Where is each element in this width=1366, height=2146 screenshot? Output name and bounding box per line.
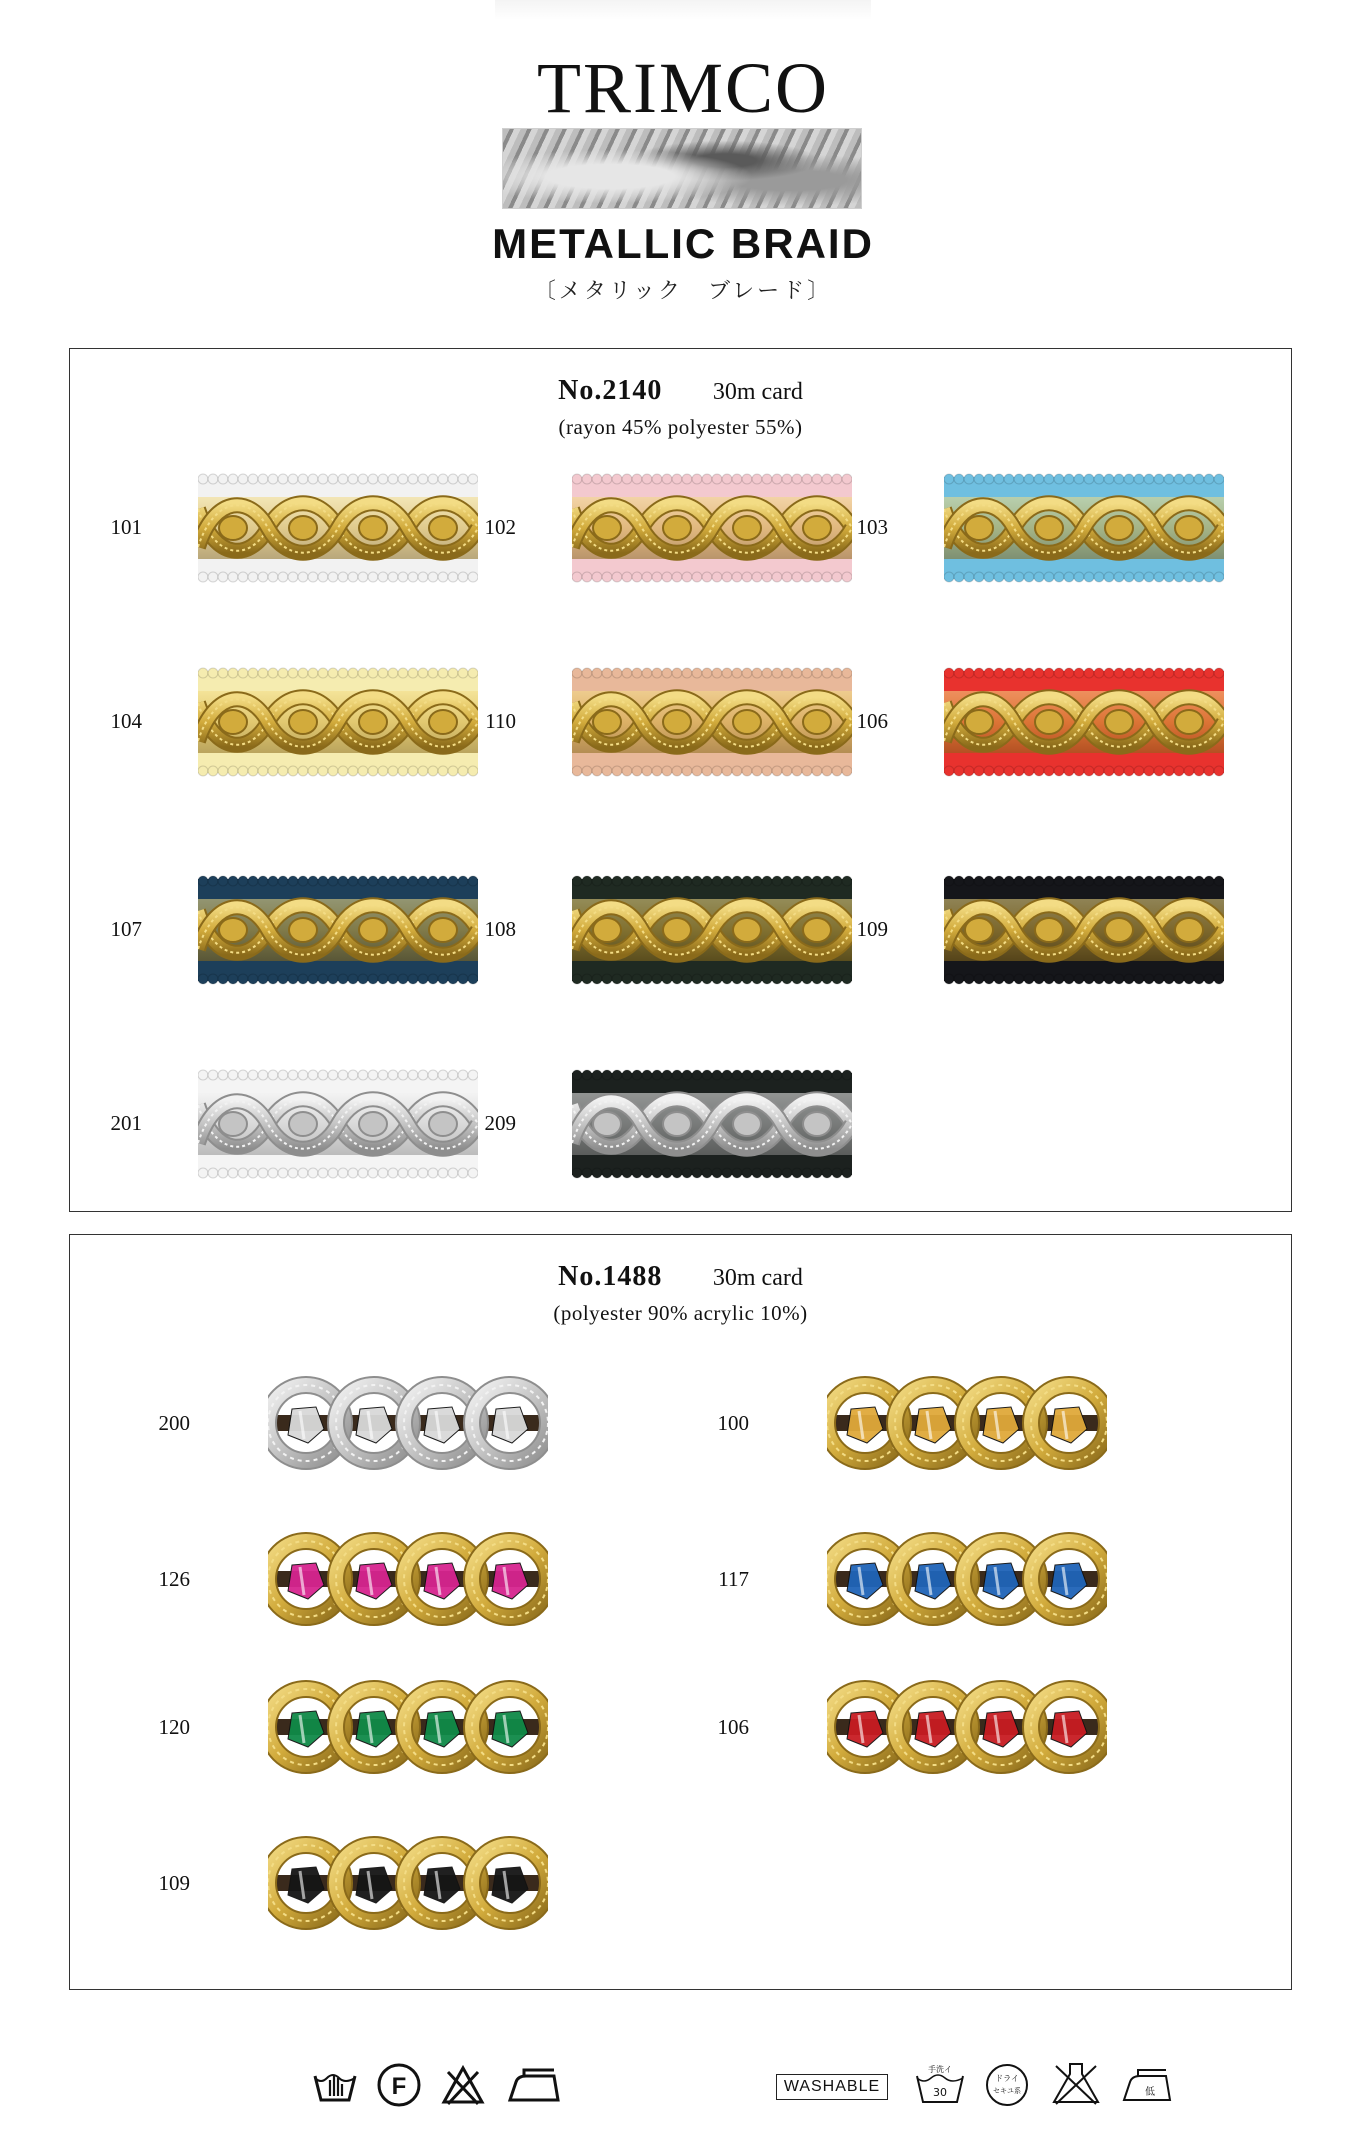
braid-swatch-image [944, 469, 1224, 587]
hand-wash-text: 手洗イ [928, 2065, 952, 2074]
product-card-1488 [69, 1234, 1292, 1990]
swatch-code: 106 [717, 1715, 749, 1739]
swatch-code: 109 [856, 917, 888, 941]
swatch-code: 120 [158, 1715, 190, 1739]
product-composition: (rayon 45% polyester 55%) [558, 415, 803, 439]
swatch-code: 103 [856, 515, 888, 539]
sequin-braid-swatch-image [268, 1825, 548, 1943]
iron-low-text: 低 [1145, 2087, 1155, 2098]
sequin-braid-swatch-image [268, 1669, 548, 1787]
product-heading [70, 375, 1291, 407]
product-heading [70, 1261, 1291, 1293]
braid-swatch-image [572, 871, 852, 989]
swatch-code: 126 [158, 1567, 190, 1591]
care-symbols [0, 2058, 1366, 2108]
braid-swatch-image [198, 663, 478, 781]
hand-wash-icon [312, 2066, 358, 2106]
product-number: No.1488 [558, 1261, 663, 1292]
braid-swatch-image [572, 469, 852, 587]
swatch-code: 201 [110, 1111, 142, 1135]
braid-swatch-image [572, 1065, 852, 1183]
page-title-japanese: 〔メタリック ブレード〕 [533, 279, 833, 304]
swatch-code: 102 [484, 515, 516, 539]
svg-text:F: F [391, 2073, 407, 2100]
iron-icon [506, 2066, 564, 2106]
dry-sub-text: セキユ系 [993, 2087, 1021, 2095]
braid-swatch-image [944, 871, 1224, 989]
dry-clean-f-icon [376, 2062, 422, 2108]
dry-clean-petroleum-icon [984, 2062, 1030, 2108]
product-card-2140 [69, 348, 1292, 1212]
braid-swatch-image [198, 469, 478, 587]
swatch-code: 101 [110, 515, 142, 539]
swatch-code: 106 [856, 709, 888, 733]
swatch-code: 109 [158, 1871, 190, 1895]
product-number: No.2140 [558, 375, 663, 406]
swatch-code: 107 [110, 917, 142, 941]
sequin-braid-swatch-image [268, 1365, 548, 1483]
braid-swatch-image [198, 871, 478, 989]
sequin-braid-swatch-image [827, 1365, 1107, 1483]
swatch-code: 104 [110, 709, 142, 733]
dry-text: ドライ [995, 2074, 1019, 2083]
page-title: METALLIC BRAID [492, 220, 874, 267]
temperature-text: 30 [933, 2086, 947, 2099]
banner-photo [502, 128, 862, 209]
braid-swatch-image [572, 663, 852, 781]
swatch-code: 100 [717, 1411, 749, 1435]
swatch-code: 108 [484, 917, 516, 941]
no-bleach-icon [1050, 2060, 1102, 2108]
product-length: 30m card [712, 379, 803, 405]
swatch-code: 209 [484, 1111, 516, 1135]
swatch-code: 110 [485, 709, 516, 733]
swatch-code: 117 [718, 1567, 749, 1591]
hand-wash-30-icon [914, 2062, 966, 2108]
no-bleach-icon [440, 2064, 486, 2108]
product-length: 30m card [712, 1265, 803, 1291]
iron-low-icon [1120, 2066, 1176, 2106]
brand-logo: TRIMCO [536, 48, 830, 128]
sequin-braid-swatch-image [827, 1521, 1107, 1639]
sequin-braid-swatch-image [268, 1521, 548, 1639]
braid-swatch-image [944, 663, 1224, 781]
product-composition: (polyester 90% acrylic 10%) [553, 1301, 808, 1325]
swatch-code: 200 [158, 1411, 190, 1435]
washable-label: WASHABLE [776, 2074, 888, 2100]
braid-swatch-image [198, 1065, 478, 1183]
sequin-braid-swatch-image [827, 1669, 1107, 1787]
top-shadow-strip [495, 0, 871, 20]
